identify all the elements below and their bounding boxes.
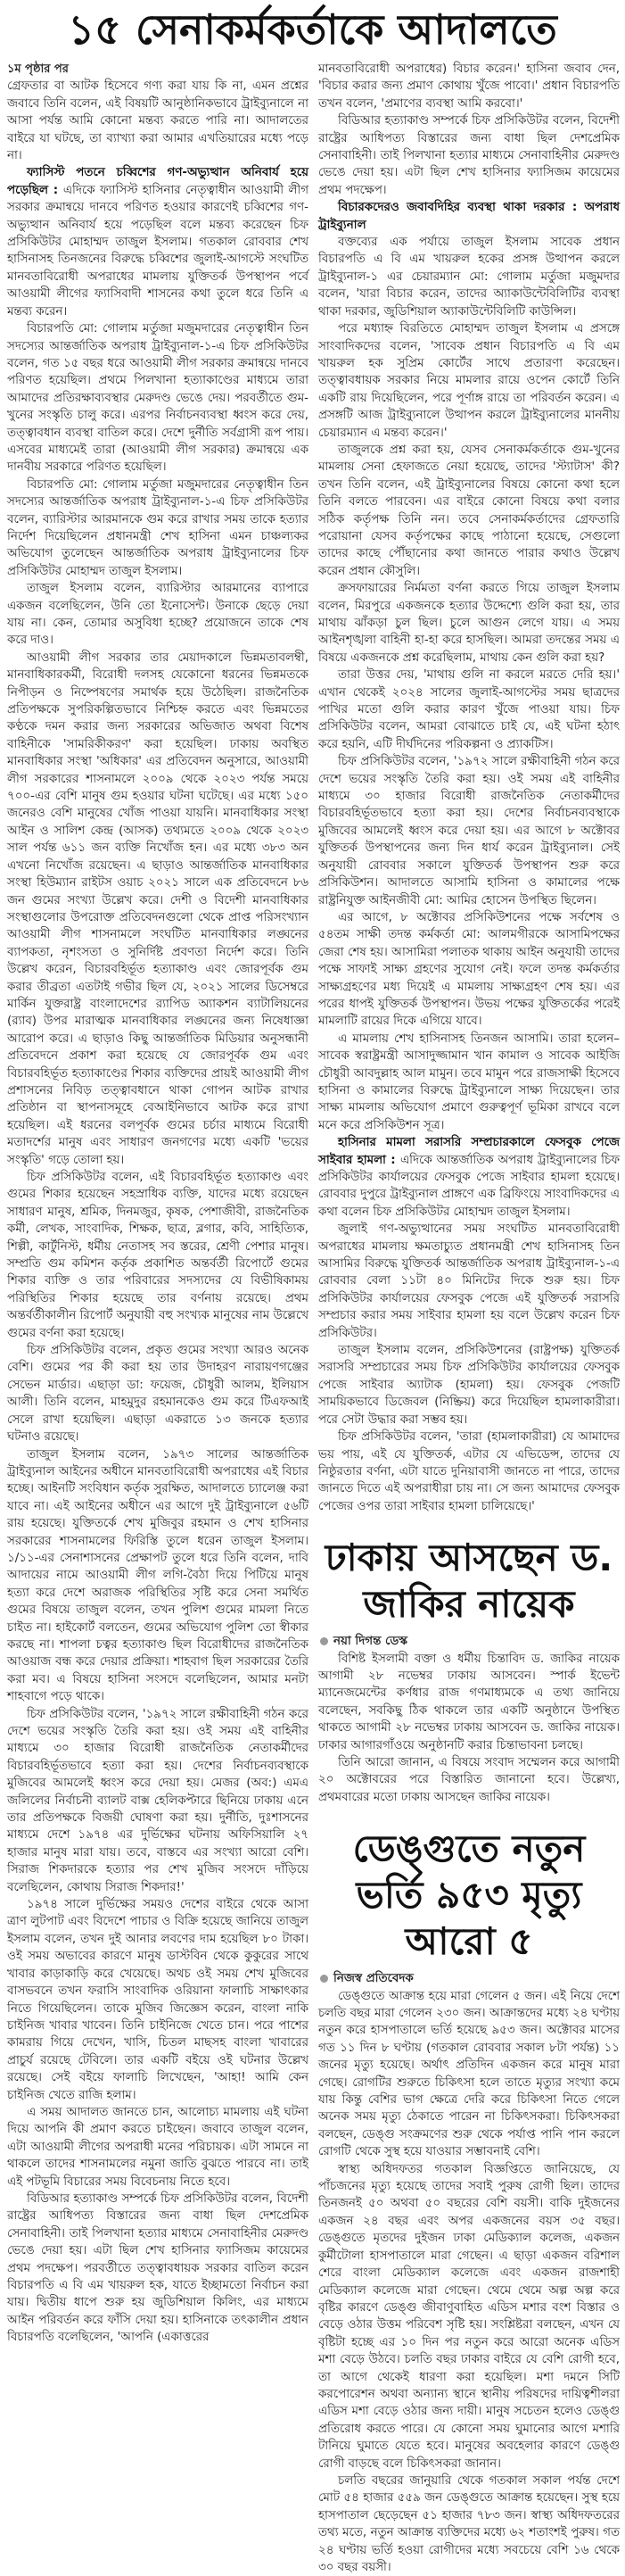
paragraph-text: চিফ প্রসিকিউটর বলেন, 'তারা (হামলাকারীরা) যে আমাদের ভয় পায়, এই যে যুক্তিতর্ক, এটার যে এভিডেন্স, তাদের যে নিষ্ঠুরতার বর্ণনা, এটা যাতে দুনিয়াবাসী জানতে না পারে, তাদের জানতে দিতে এই অপরাধীরা চায় না। সে জন্য আমাদের ফেসবুক পেজের ওপর তারা সাইবার হামলা চালিয়েছে।' [318,1430,620,1513]
article-paragraph [7,78,308,164]
paragraph-text: এদিকে আন্তর্জাতিক অপরাধ ট্রাইব্যুনালের চিফ প্রসিকিউটর কার্যালয়ের ফেসবুক পেজে সাইবার হামলা হয়েছে। রোববার দুপুরে ট্রাইব্যুনাল প্রাঙ্গণে এক ব্রিফিংয়ে সাংবাদিকদের এ কথা বলেন চিফ প্রসিকিউটর মোহাম্মদ তাজুল ইসলাম। [318,1153,620,1219]
paragraph-text: বিডিআর হত্যাকাণ্ড সম্পর্কে চিফ প্রসিকিউটর বলেন, বিদেশী রাষ্ট্রের আধিপত্য বিস্তারের জন্য বাধা ছিল দেশপ্রেমিক সেনাবাহিনী। তাই পিলখানা হত্যার মাধ্যমে সেনাবাহিনীর মেরুদণ্ড ভেঙে দেয়া হয়। এটা ছিল শেখ হাসিনার ফ্যাসিজম কায়েমের প্রথম পদক্ষেপ। [318,114,620,197]
article-paragraph [318,1221,620,1342]
dengue-article-body [318,1988,620,2576]
main-headline: ১৫ সেনাকর্মকর্তাকে আদালতে [68,5,557,54]
paragraph-text: এ সময় আদালত জানতে চান, আলোচ্য মামলায় এই ঘটনা দিয়ে আপনি কী প্রমাণ করতে চাইছেন। জবাবে তাজুল বলেন, এটা আওয়ামী লীগের অপরাধী মনের পরিচায়ক। এটা সামনে না থাকলে তাদের শাসনামলের নমুনা জাতি বুঝতে পারবে না। তাই এই পটভূমি বিচারের সময় বিবেচনায় নিতে হবে। [7,2105,308,2189]
article-paragraph [7,164,308,320]
byline-text: নয়া দিগন্ত ডেস্ক [333,1635,407,1649]
paragraph-text: তাজুল ইসলাম বলেন, ব্যারিস্টার আরমানের ব্যাপারে একজন বলেছিলেন, উনি তো ইনোসেন্ট। উনাকে ছেড়ে দেয়া যায় না। কেন, তোমার অসুবিধা হচ্ছে? প্রয়োজনে তাকে শেষ করে দাও। [7,582,308,648]
article-paragraph [7,1896,308,2104]
article-paragraph [318,2161,620,2472]
paragraph-text: ১৯৭৪ সালে দুর্ভিক্ষের সময়ও দেশের বাইরে থেকে আসা ত্রাণ লুটপাট এবং বিদেশে পাচার ও বিক্রি হয়েছে জানিয়ে তাজুল ইসলাম বলেন, তখন দুই আনার লবণের দাম হয়েছিল ৮০ টাকা। ওই সময় অভাবের কারণে মানুষ ডাস্টবিন থেকে কুকুরের সাথে খাবার কাড়াকাড়ি করে খেয়েছে। অথচ ওই সময় শেখ মুজিবের বাসভবনে তখন ফরাসি সাংবাদিক ওরিয়ানা ফালাচি সাক্ষাৎকার নিতে গিয়েছিলেন। তাকে মুজিব জিজ্ঞেস করেন, বাংলা নাকি চাইনিজ খাবার খাবেন। তিনি চাইনিজে খেতে চান। পরে পাশের কামরায় গিয়ে দেখেন, খাসি, চিতল মাছসহ বাংলা খাবারের প্রাচুর্য রয়েছে টেবিলে। তার একটি বইয়ে ওই ঘটনার উল্লেখ রয়েছে। সেই বইয়ে ফালাচি লিখেছেন, 'আহা! আমি কেন চাইনিজ খেতে রাজি হলাম। [7,1898,308,2102]
article-paragraph [318,1429,620,1515]
article-paragraph [318,1342,620,1429]
right-column [318,61,620,2576]
bullet-dot-icon [320,1637,328,1645]
article-paragraph [318,667,620,753]
main-article-left-body [7,78,308,2346]
subheading: ফ্যাসিস্ট পতনে চব্বিশের গণ-অভ্যুত্থান অনিবার্য হয়ে পড়েছিল : [7,166,308,197]
article-paragraph [318,112,620,199]
article-paragraph [318,61,620,112]
dengue-byline [318,1970,620,1987]
paragraph-text: চিফ প্রসিকিউটর বলেন, '১৯৭২ সালে রক্ষীবাহিনী গঠন করে দেশে ভয়ের সংস্কৃতি তৈরি করা হয়। ওই সময় এই বাহিনীর মাধ্যমে ৩০ হাজার বিরোধী রাজনৈতিক নেতাকর্মীদের বিচারবহির্ভূতভাবে হত্যা করা হয়। দেশের নির্বাচনব্যবস্থাকে মুজিবের আমলেই ধ্বংস করে দেয়া হয়। মেজর (অব:) এমএ জলিলের নির্বাচনী ব্যালট বাক্স হেলিকপ্টারে ছিনিয়ে ঢাকায় এনে তার প্রতিপক্ষকে বিজয়ী ঘোষণা করা হয়। দুর্নীতি, দুঃশাসনের মাধ্যমে দেশে ১৯৭৪ এর দুর্ভিক্ষের ঘটনায় অফিসিয়ালি ২৭ হাজার মানুষ মারা যায়। তবে, বাস্তবে এর সংখ্যা আরো বেশি। সিরাজ শিকদারকে হত্যার পর শেখ মুজিব সংসদে দাঁড়িয়ে বলেছিলেন, কোথায় সিরাজ শিকদার!' [7,1707,308,1894]
article-paragraph [318,199,620,234]
zakir-article-body [318,1651,620,1807]
article-paragraph [318,1651,620,1754]
article-paragraph [7,320,308,476]
paragraph-text: চলতি বছরের জানুয়ারি থেকে গতকাল সকাল পর্যন্ত দেশে মোট ৫৪ হাজার ৫৫৯ জন ডেঙ্গুতে আক্রান্ত হয়েছেন। সুস্থ হয়ে হাসপাতাল ছেড়েছেন ৫১ হাজার ৭৮৩ জন। স্বাস্থ্য অধিদফতরের তথ্য মতে, নতুন আক্রান্ত ব্যক্তিদের মধ্যে ৬২ শতাংশই পুরুষ। গত ২৪ ঘণ্টায় ভর্তি হওয়া রোগীদের মধ্যে সবচেয়ে বেশি ১৬ থেকে ৩০ বছর বয়সী। [318,2473,620,2574]
article-paragraph [318,580,620,667]
article-paragraph [318,909,620,1031]
main-article-right-body [318,61,620,1515]
article-paragraph [7,1706,308,1896]
article-paragraph [7,650,308,1169]
article-paragraph [7,1169,308,1342]
left-column [7,61,308,2576]
paragraph-text: মানবতাবিরোধী অপরাধের) বিচার করেন।' হাসিনা জবাব দেন, 'বিচার করার জন্য প্রমাণ কোথায় খুঁজে পাবো।' প্রধান বিচারপতি তখন বলেন, 'প্রমাণের ব্যবস্থা আমি করবো।' [318,62,620,111]
article-paragraph [318,1754,620,1806]
article-paragraph [318,753,620,909]
article-paragraph [7,2191,308,2347]
paragraph-text: স্বাস্থ্য অধিদফতর গতকাল বিজ্ঞপ্তিতে জানিয়েছে, যে পাঁচজনের মৃত্যু হয়েছে তাদের সবাই পুরুষ রোগী ছিল। তাদের তিনজনই ৫০ অথবা ৫০ বছরের বেশি বয়সী। বাকি দুইজনের একজন ২৪ বছর এবং অপর একজনের বয়স ৩৫ বছর। ডেঙ্গুতে মৃতদের দুইজন ঢাকা মেডিক্যাল কলেজ, একজন কুর্মীটোলা হাসপাতালে মারা গেছেন। এ ছাড়া একজন বরিশাল শেরে বাংলা মেডিক্যাল কলেজে এবং একজন রাজশাহী মেডিক্যাল কলেজে মারা গেছেন। থেমে থেমে অল্প অল্প করে বৃষ্টির কারণে ডেঙ্গু জীবাণুবাহিত এডিস মশার বংশ বিস্তার ও বেড়ে ওঠার উত্তম পরিবেশ সৃষ্টি হয়। সংশ্লিষ্টরা বলছেন, এখন যে বৃষ্টিটা হচ্ছে এর ১০ দিন পর নতুন করে আরো অনেক এডিস মশা বেড়ে উঠবে। চলতি বছর ঢাকার বাইরে যে বেশি রোগী হবে, তা আগে থেকেই ধারণা করা হয়েছিল। মশা দমনে সিটি করপোরেশন অথবা অন্যান্য স্থানে স্থানীয় পরিষদের দায়িত্বশীলরা এডিস মশা বেড়ে ওঠার জন্য দায়ী। মানুষ সচেতন হলেও ডেঙ্গু প্রতিরোধ করতে পারে। যে কোনো সময় ঘুমানোর আগে মশারি টানিয়ে ঘুমাতে যেতে হবে। মানুষের অবহেলার কারণে ডেঙ্গু রোগী বাড়ছে বলে চিকিৎসকরা জানান। [318,2162,620,2471]
paragraph-text: বিচারপতি মো: গোলাম মর্তুজা মজুমদারের নেতৃত্বাধীন তিন সদস্যের আন্তর্জাতিক অপরাধ ট্রাইব্যুনাল-১-এ চিফ প্রসিকিউটর বলেন, গত ১৫ বছর ধরে আওয়ামী লীগ সরকার ক্রমান্বয়ে দানবে পরিণত হয়েছিল। প্রথমে পিলখানা হত্যাকাণ্ডের মাধ্যমে তারা আমাদের প্রতিরক্ষাব্যবস্থার মেরুদণ্ড ভেঙে দেয়। পরবর্তীতে গুম-খুনের সংস্কৃতি চালু করে। এরপর নির্বাচনব্যবস্থা ধ্বংস করে দেয়, তত্ত্বাবধান ব্যবস্থা বাতিল করে। দেশে দুর্নীতি সর্বগ্রাসী রূপ পায়। এসবের মাধ্যমেই তারা (আওয়ামী লীগ সরকার) ক্রমান্বয়ে এক দানবীয় সরকারে পরিণত হয়েছিল। [7,322,308,475]
paragraph-text: ডেঙ্গুতে আক্রান্ত হয়ে মারা গেলেন ৫ জন। এই নিয়ে দেশে চলতি বছর মারা গেলেন ২৩০ জন। আক্রান্তদের মধ্যে ২৪ ঘণ্টায় নতুন করে হাসপাতালে ভর্তি হয়েছে ৯৫৩ জন। অক্টোবর মাসের গত ১১ দিন ৮ ঘণ্টায় (গতকাল রোববার সকাল ৮টা পর্যন্ত) ১১ জনের মৃত্যু হয়েছে। অর্থাৎ প্রতিদিন একজন করে মানুষ মারা গেছে। রোগটির শুরুতে চিকিৎসা হলে তাতে মৃত্যুর সংখ্যা কমে যায় কিন্তু বেশির ভাগ ক্ষেত্রে দেরি করে চিকিৎসা নিতে গেলে অনেক সময় মৃত্যু ঠেকাতে পারেন না চিকিৎসকরা। চিকিৎসকরা বলছেন, ডেঙ্গু সংক্রমণের শুরু থেকে পর্যাপ্ত পানি পান করলে রোগটি থেকে সুস্থ হয়ে যাওয়ার সম্ভাবনাই বেশি। [318,1989,620,2159]
byline-text: নিজস্ব প্রতিবেদক [333,1972,414,1986]
zakir-naik-headline: ঢাকায় আসছেন ড. জাকির নায়েক [325,1536,613,1627]
paragraph-text: তাজুল ইসলাম বলেন, প্রসিকিউশনের (রাষ্ট্রপক্ষ) যুক্তিতর্ক সরাসরি সম্প্রচারের সময় চিফ প্রসিকিউটর কার্যালয়ের ফেসবুক পেজে সাইবার অ্যাটাক (হামলা) হয়। ফেসবুক পেজটি সাময়িকভাবে ডিজেবল (নিষ্ক্রিয়) করে দিয়েছিল হামলাকারীরা। পরে সেটা উদ্ধার করা সম্ভব হয়। [318,1344,620,1427]
paragraph-text: বক্তব্যের এক পর্যায়ে তাজুল ইসলাম সাবেক প্রধান বিচারপতি এ বি এম খায়রুল হকের প্রসঙ্গ উত্থাপন করলে ট্রাইব্যুনাল-১ এর চেয়ারম্যান মো: গোলাম মর্তুজা মজুমদার বলেন, 'যারা বিচার করেন, তাদের অ্যাকাউন্টেবিলিটির ব্যবস্থা থাকা দরকার, জুডিশিয়াল অ্যাকাউন্টেবিলিটি কাউন্সিল। [318,236,620,319]
subheading: হাসিনার মামলা সরাসরি সম্প্রচারকালে ফেসবুক পেজে সাইবার হামলা : [318,1136,620,1167]
paragraph-text: জুলাই গণ-অভ্যুত্থানের সময় সংঘটিত মানবতাবিরোধী অপরাধের মামলায় ক্ষমতাচ্যুত প্রধানমন্ত্রী শেখ হাসিনাসহ তিন আসামির বিরুদ্ধে যুক্তিতর্ক আন্তর্জাতিক অপরাধ ট্রাইব্যুনাল-১-এ রোববার বেলা ১১টা ৪০ মিনিটের দিকে শুরু হয়। চিফ প্রসিকিউটর কার্যালয়ের ফেসবুক পেজে এই যুক্তিতর্ক সরাসরি সম্প্রচার করার সময় সাইবার হামলা হয় বলে উল্লেখ করেন চিফ প্রসিকিউটর। [318,1222,620,1340]
paragraph-text: তাজুল ইসলাম বলেন, ১৯৭৩ সালের আন্তর্জাতিক ট্রাইব্যুনাল আইনের অধীনে মানবতাবিরোধী অপরাধের এই বিচার হচ্ছে। আইনটি সংবিধান কর্তৃক সুরক্ষিত, আদালতে চ্যালেঞ্জ করা যাবে না। এই আইনের অধীনে এর আগে দুই ট্রাইব্যুনালে ৫৬টি রায় হয়েছে। যুক্তিতর্কে শেখ মুজিবুর রহমান ও শেখ হাসিনার সরকারের শাসনামলের ফিরিস্তি তুলে ধরেন তাজুল ইসলাম। ১/১১-এর সেনাশাসনের প্রেক্ষাপট তুলে ধরে তিনি বলেন, দাবি আদায়ের নামে আওয়ামী লীগ লগি-বৈঠা দিয়ে পিটিয়ে মানুষ হত্যা করে দেশে অরাজক পরিস্থিতির সৃষ্টি করে সেনা সমর্থিত গুমের বিষয়ে তাজুল বলেন, তখন পুলিশ গুমের মামলা নিতে চাইত না। হাইকোর্ট বলতেন, গুমের অভিযোগ পুলিশ তো স্বীকার করছে না। শাপলা চত্বর হত্যাকাণ্ড ছিল বিরোধীদের রাজনৈতিক আওয়াজ বন্ধ করে দেয়ার প্রক্রিয়া। শাহবাগ ছিল সরকারের তৈরি করা মব। এ বিষয়ে হাসিনা সংসদে বলেছিলেন, আমার মনটা শাহবাগে পড়ে থাকে। [7,1447,308,1704]
paragraph-text: তাজুলকে প্রশ্ন করা হয়, যেসব সেনাকর্মকর্তাকে গুম-খুনের মামলায় সেনা হেফাজতে নেয়া হয়েছে, তাদের 'স্ট্যাটাস' কী? তখন তিনি বলেন, এই ট্রাইব্যুনালের বিষয়ে কোনো কথা হলে তিনি বলতে পারবেন। এর বাইরে কোনো বিষয়ে কথা বলার সঠিক কর্তৃপক্ষ তিনি নন। তবে সেনাকর্মকর্তাদের গ্রেফতারি পরোয়ানা যেসব কর্তৃপক্ষের কাছে পাঠানো হয়েছে, সেগুলো তাদের কাছে পৌঁছানোর কথা জানতে পারার কথাও উল্লেখ করেন প্রধান কৌসুলি। [318,443,620,578]
article-paragraph [318,1988,620,2161]
subheading: বিচারকদেরও জবাবদিহির ব্যবস্থা থাকা দরকার : অপরাধ ট্রাইব্যুনাল [318,201,620,232]
dengue-headline: ডেঙ্গুতে নতুন ভর্তি ৯৫৩ মৃত্যু আরো ৫ [352,1826,586,1964]
paragraph-text: বিডিআর হত্যাকাণ্ড সম্পর্কে চিফ প্রসিকিউটর বলেন, বিদেশী রাষ্ট্রের আধিপত্য বিস্তারের জন্য বাধা ছিল দেশপ্রেমিক সেনাবাহিনী। তাই পিলখানা হত্যার মাধ্যমে সেনাবাহিনীর মেরুদণ্ড ভেঙে দেয়া হয়। এটা ছিল শেখ হাসিনার ফ্যাসিজম কায়েমের প্রথম পদক্ষেপ। পরবর্তীতে তত্ত্বাবধায়ক সরকার বাতিল করেন বিচারপতি এ বি এম খায়রুল হক, যাতে ইচ্ছামতো নির্বাচন করা যায়। দ্বিতীয় ধাপে শুরু হয় জুডিশিয়াল কিলিং, এর মাধ্যমে আইন পরিবর্তন করে ফাঁসি দেয়া হয়। হাসিনাকে তৎকালীন প্রধান বিচারপতি বলেছিলেন, 'আপনি (একাত্তরের [7,2191,308,2345]
paragraph-text: এদিকে ফ্যাসিস্ট হাসিনার নেতৃত্বাধীন আওয়ামী লীগ সরকার ক্রমান্বয়ে দানবে পরিণত হওয়ার কারণেই চব্বিশের গণ-অভ্যুত্থান অনিবার্য হয়ে পড়েছিল বলে মন্তব্য করেছেন চিফ প্রসিকিউটর মোহাম্মদ তাজুল ইসলাম। গতকাল রোববার শেখ হাসিনাসহ তিনজনের বিরুদ্ধে চব্বিশের জুলাই-আগস্টে সংঘটিত মানবতাবিরোধী অপরাধের মামলায় যুক্তিতর্ক উপস্থাপন পর্বে আওয়ামী লীগের ফ্যাসিবাদী শাসনের কথা তুলে ধরে তিনি এ মন্তব্য করেন। [7,183,308,319]
article-paragraph [7,2104,308,2191]
paragraph-text: চিফ প্রসিকিউটর বলেন, '১৯৭২ সালে রক্ষীবাহিনী গঠন করে দেশে ভয়ের সংস্কৃতি তৈরি করা হয়। ওই সময় এই বাহিনীর মাধ্যমে ৩০ হাজার বিরোধী রাজনৈতিক নেতাকর্মীদের বিচারবহির্ভূতভাবে হত্যা করা হয়। দেশের নির্বাচনব্যবস্থাকে মুজিবের আমলেই ধ্বংস করে দেয়া হয়। এর আগে ৮ অক্টোবর যুক্তিতর্ক উপস্থাপনের জন্য দিন ধার্য করেন ট্রাইব্যুনাল। সেই অনুযায়ী রোববার সকালে যুক্তিতর্ক উপস্থাপন শুরু করে প্রসিকিউশন। আদালতে আসামি হাসিনা ও কামালের পক্ষে রাষ্ট্রনিযুক্ত আইনজীবী মো: আমির হোসেন উপস্থিত ছিলেন। [318,755,620,907]
article-paragraph [7,580,308,650]
paragraph-text: বিচারপতি মো: গোলাম মর্তুজা মজুমদারের নেতৃত্বাধীন তিন সদস্যের আন্তর্জাতিক অপরাধ ট্রাইব্যুনাল-১-এ চিফ প্রসিকিউটর বলেন, ব্যারিস্টার আরমানকে গুম করে রাখার সময় তাকে হত্যার নির্দেশ দিয়েছিলেন প্রধানমন্ত্রী শেখ হাসিনা এমন চাঞ্চল্যকর অভিযোগ তুলেছেন আন্তর্জাতিক অপরাধ ট্রাইব্যুনালের চিফ প্রসিকিউটর মোহাম্মদ তাজুল ইসলাম। [7,477,308,578]
paragraph-text: তারা উত্তর দেয়, 'মাথায় গুলি না করলে মরতে দেরি হয়।' এখান থেকেই ২০২৪ সালের জুলাই-আগস্টের সময় ছাত্রদের পাখির মতো গুলি করার কারণ খুঁজে পাওয়া যায়। চিফ প্রসিকিউটর বলেন, আমরা বোঝাতে চাই যে, এই ঘটনা হঠাৎ করে হয়নি, এটি দীর্ঘদিনের পরিকল্পনা ও প্র্যাকটিস। [318,668,620,751]
paragraph-text: চিফ প্রসিকিউটর বলেন, প্রকৃত গুমের সংখ্যা আরও অনেক বেশি। গুমের পর কী করা হয় তার উদাহরণ নারায়ণগঞ্জের সেভেন মার্ডার। এছাড়া ডা: ফয়েজ, চৌধুরী আলম, ইলিয়াস আলী। তিনি বলেন, মাহমুদুর রহমানকেও গুম করে টিএফআই সেলে রাখা হয়েছিল। এছাড়া একরাতে ১৩ জনকে হত্যার ঘটনাও রয়েছে। [7,1344,308,1445]
paragraph-text: এ মামলায় শেখ হাসিনাসহ তিনজন আসামি। তারা হলেন– সাবেক স্বরাষ্ট্রমন্ত্রী আসাদুজ্জামান খান কামাল ও সাবেক আইজি চৌধুরী আবদুল্লাহ আল মামুন। তবে মামুন পরে রাজসাক্ষী হিসেবে হাসিনা ও কামালের বিরুদ্ধে ট্রাইব্যুনালে সাক্ষ্য দিয়েছেন। তার সাক্ষ্য মামলায় অভিযোগ প্রমাণে গুরুত্বপূর্ণ ভূমিকা রাখবে বলে মনে করে প্রসিকিউশন সূত্র। [318,1031,620,1132]
article-paragraph [318,442,620,580]
article-paragraph [7,476,308,580]
bullet-dot-icon [320,1975,328,1983]
article-paragraph [318,2472,620,2576]
article-columns [0,61,625,2576]
paragraph-text: চিফ প্রসিকিউটর বলেন, এই বিচারবহির্ভূত হত্যাকাণ্ড এবং গুমের শিকার হয়েছেন সহস্রাধিক ব্যক্তি, যাদের মধ্যে রয়েছেন সাধারণ মানুষ, শ্রমিক, দিনমজুর, কৃষক, পেশাজীবী, রাজনৈতিক কর্মী, লেখক, সাংবাদিক, শিক্ষক, ছাত্র, ব্লগার, কবি, সাহিত্যিক, শিল্পী, কার্টুনিস্ট, ধর্মীয় নেতাসহ সব স্তরের, শ্রেণী পেশার মানুষ। সম্প্রতি গুম কমিশন কর্তৃক প্রকাশিত অন্তর্বর্তী রিপোর্টে গুমের শিকার ব্যক্তি ও তার পরিবারের সদস্যদের যে বিভীষিকাময় পরিস্থিতির শিকার হয়েছে তার বর্ণনায় রয়েছে। প্রথম অন্তর্বর্তীকালীন রিপোর্ট অনুযায়ী বহু সংখ্যক মানুষের নাম উল্লেখে গুমের বর্ণনা করা হয়েছে। [7,1171,308,1340]
paragraph-text: আওয়ামী লীগ সরকার তার মেয়াদকালে ভিন্নমতাবলম্বী, মানবাধিকারকর্মী, বিরোধী দলসহ যেকোনো ধরনের ভিন্নমতকে নিপীড়ন ও নিষ্পেষণের সমার্থক হয়ে উঠেছিল। রাজনৈতিক প্রতিপক্ষকে সুপরিকল্পিতভাবে নিশ্চিহ্ন করতে এবং ভিন্নমতের কণ্ঠকে দমন করার জন্য সরকারের অভিজাত অথবা বিশেষ বাহিনীকে 'সামরিকীকরণ' করা হয়েছিল। ঢাকায় অবস্থিত মানবাধিকার সংস্থা 'অধিকার' এর প্রতিবেদন অনুসারে, আওয়ামী লীগ সরকারের শাসনামলে ২০০৯ থেকে ২০২৩ পর্যন্ত সময়ে ৭০০-এর বেশি মানুষ গুম হওয়ার ঘটনা ঘটেছে। এর মধ্যে ১৫০ জনেরও বেশি মানুষের খোঁজ পাওয়া যায়নি। মানবাধিকার সংস্থা আইন ও সালিশ কেন্দ্র (আসক) তথ্যমতে ২০০৯ থেকে ২০২৩ সাল পর্যন্ত ৬১১ জন ব্যক্তি নিখোঁজ হন। এর মধ্যে ৩৮৩ অন এখনো নিখোঁজ রয়েছেন। এ ছাড়াও আন্তর্জাতিক মানবাধিকার সংস্থা হিউম্যান রাইটস ওয়াচ ২০২১ সালে এক প্রতিবেদনে ৮৬ জন গুমের সংখ্যা উল্লেখ করে। দেশী ও বিদেশী মানবাধিকার সংস্থাগুলোর উপরোক্ত প্রতিবেদনগুলো থেকে প্রাপ্ত পরিসংখ্যান আওয়ামী লীগ শাসনামলে সংঘটিত মানবাধিকার লঙ্ঘনের ব্যাপকতা, নৃশংসতা ও সুনির্দিষ্ট প্রবণতা নির্দেশ করে। তিনি উল্লেখ করেন, বিচারবহির্ভূত হত্যাকাণ্ড এবং জোরপূর্বক গুম করার তীব্রতা এতটাই গভীর ছিল যে, ২০২১ সালের ডিসেম্বরে মার্কিন যুক্তরাষ্ট্র বাংলাদেশের র‍্যাপিড অ্যাকশন ব্যাটালিয়নের (র‍্যাব) উপর মারাত্মক মানবাধিকার লঙ্ঘনের জন্য নিষেধাজ্ঞা আরোপ করে। এ ছাড়াও কিছু আন্তর্জাতিক মিডিয়ার অনুসন্ধানী প্রতিবেদনে প্রকাশ করা হয়েছে যে জোরপূর্বক গুম এবং বিচারবহির্ভূত হত্যাকাণ্ডের শিকার ব্যক্তিদের প্রায়ই আওয়ামী লীগ প্রশাসনের নিবিড় তত্ত্বাবধানে থাকা গোপন আটক রাখার প্রতিষ্ঠান বা স্থাপনাসমূহে বেআইনিভাবে আটক করে রাখা হয়েছিল। এই ধরনের বলপূর্বক গুমের চর্চার মাধ্যমে বিরোধী মতাদর্শের মানুষ এবং সাধারণ জনগণের মধ্যে একটি 'ভয়ের সংস্কৃতি' গড়ে তোলা হয়। [7,650,308,1167]
article-paragraph [318,320,620,442]
article-paragraph [318,234,620,320]
paragraph-text: পরে মধ্যাহ্ন বিরতিতে মোহাম্মদ তাজুল ইসলাম এ প্রসঙ্গে সাংবাদিকদের বলেন, 'সাবেক প্রধান বিচারপতি এ বি এম খায়রুল হক সুপ্রিম কোর্টের সাথে প্রতারণা করেছেন। তত্ত্বাবধায়ক সরকার নিয়ে মামলার রায়ে ওপেন কোর্টে তিনি একটি রায় দিয়েছিলেন, পরে পূর্ণাঙ্গ রায়ে তা পরিবর্তন করেন। এ প্রসঙ্গটি আজ ট্রাইব্যুনালে উত্থাপন করলে ট্রাইব্যুনালের মাননীয় চেয়ারম্যান এ মন্তব্য করেন।' [318,322,620,440]
paragraph-text: বিশিষ্ট ইসলামী বক্তা ও ধর্মীয় চিন্তাবিদ ড. জাকির নায়েক আগামী ২৮ নভেম্বর ঢাকায় আসবেন। স্পার্ক ইভেন্ট ম্যানেজমেন্টের কর্ণধার রাজ গণমাধ্যমকে এ তথ্য জানিয়ে বলেছেন, সবকিছু ঠিক থাকলে তার একটি অনুষ্ঠানে উপস্থিত থাকতে আগামী ২৮ নভেম্বর ঢাকায় আসবেন ড. জাকির নায়েক। ঢাকার আগারগাঁওয়ে অনুষ্ঠানটি করার চিন্তাভাবনা চলছে। [318,1652,620,1752]
continued-from-label: ১ম পৃষ্ঠার পর [7,62,69,76]
paragraph-text: এর আগে, ৮ অক্টোবর প্রসিকিউশনের পক্ষে সর্বশেষ ও ৫৪তম সাক্ষী তদন্ত কর্মকর্তা মো: আলমগীরকে আসামিপক্ষের জেরা শেষ হয়। আসামিরা পলাতক থাকায় আইন অনুযায়ী তাদের পক্ষে সাফাই সাক্ষ্য গ্রহণের সুযোগ নেই। ফলে তদন্ত কর্মকর্তার সাক্ষ্যগ্রহণের মধ্য দিয়েই এ মামলায় সাক্ষ্যগ্রহণ শেষ হয়। এর পরের ধাপই যুক্তিতর্ক উপস্থাপন। উভয় পক্ষের যুক্তিতর্কের পরেই মামলাটি রায়ের দিকে এগিয়ে যাবে। [318,910,620,1029]
article-paragraph [7,1446,308,1706]
article-paragraph [318,1031,620,1134]
article-paragraph [7,1342,308,1445]
paragraph-text: ক্রসফায়ারের নির্মমতা বর্ণনা করতে গিয়ে তাজুল ইসলাম বলেন, মিরপুরে একজনকে হত্যার উদ্দেশ্যে গুলি করা হয়, তার মাথায় ঝাঁকড়া চুল ছিল। চুলে আগুন লেগে যায়। এ সময় আইনশৃঙ্খলা বাহিনী হা-হা করে হাসছিল। আমরা তদন্তের সময় এ বিষয়ে একজনকে প্রশ্ন করেছিলাম, মাথায় কেন গুলি করা হয়? [318,582,620,665]
zakir-byline [318,1633,620,1650]
article-paragraph [318,1134,620,1221]
paragraph-text: তিনি আরো জানান, এ বিষয়ে সংবাদ সম্মেলন করে আগামী ২০ অক্টোবরের পরে বিস্তারিত জানানো হবে। উল্লেখ্য, প্রথমবারের মতো ঢাকায় আসছেন জাকির নায়েক। [318,1755,620,1804]
paragraph-text: গ্রেফতার বা আটক হিসেবে গণ্য করা যায় কি না, এমন প্রশ্নের জবাবে তিনি বলেন, এই বিষয়টি আনুষ্ঠানিকভাবে ট্রাইব্যুনালে না আসা পর্যন্ত আমি কোনো মন্তব্য করতে পারি না। আদালতের বাইরে যা ঘটছে, তা ব্যাখ্যা করা আমার এখতিয়ারের মধ্যে পড়ে না। [7,79,308,163]
